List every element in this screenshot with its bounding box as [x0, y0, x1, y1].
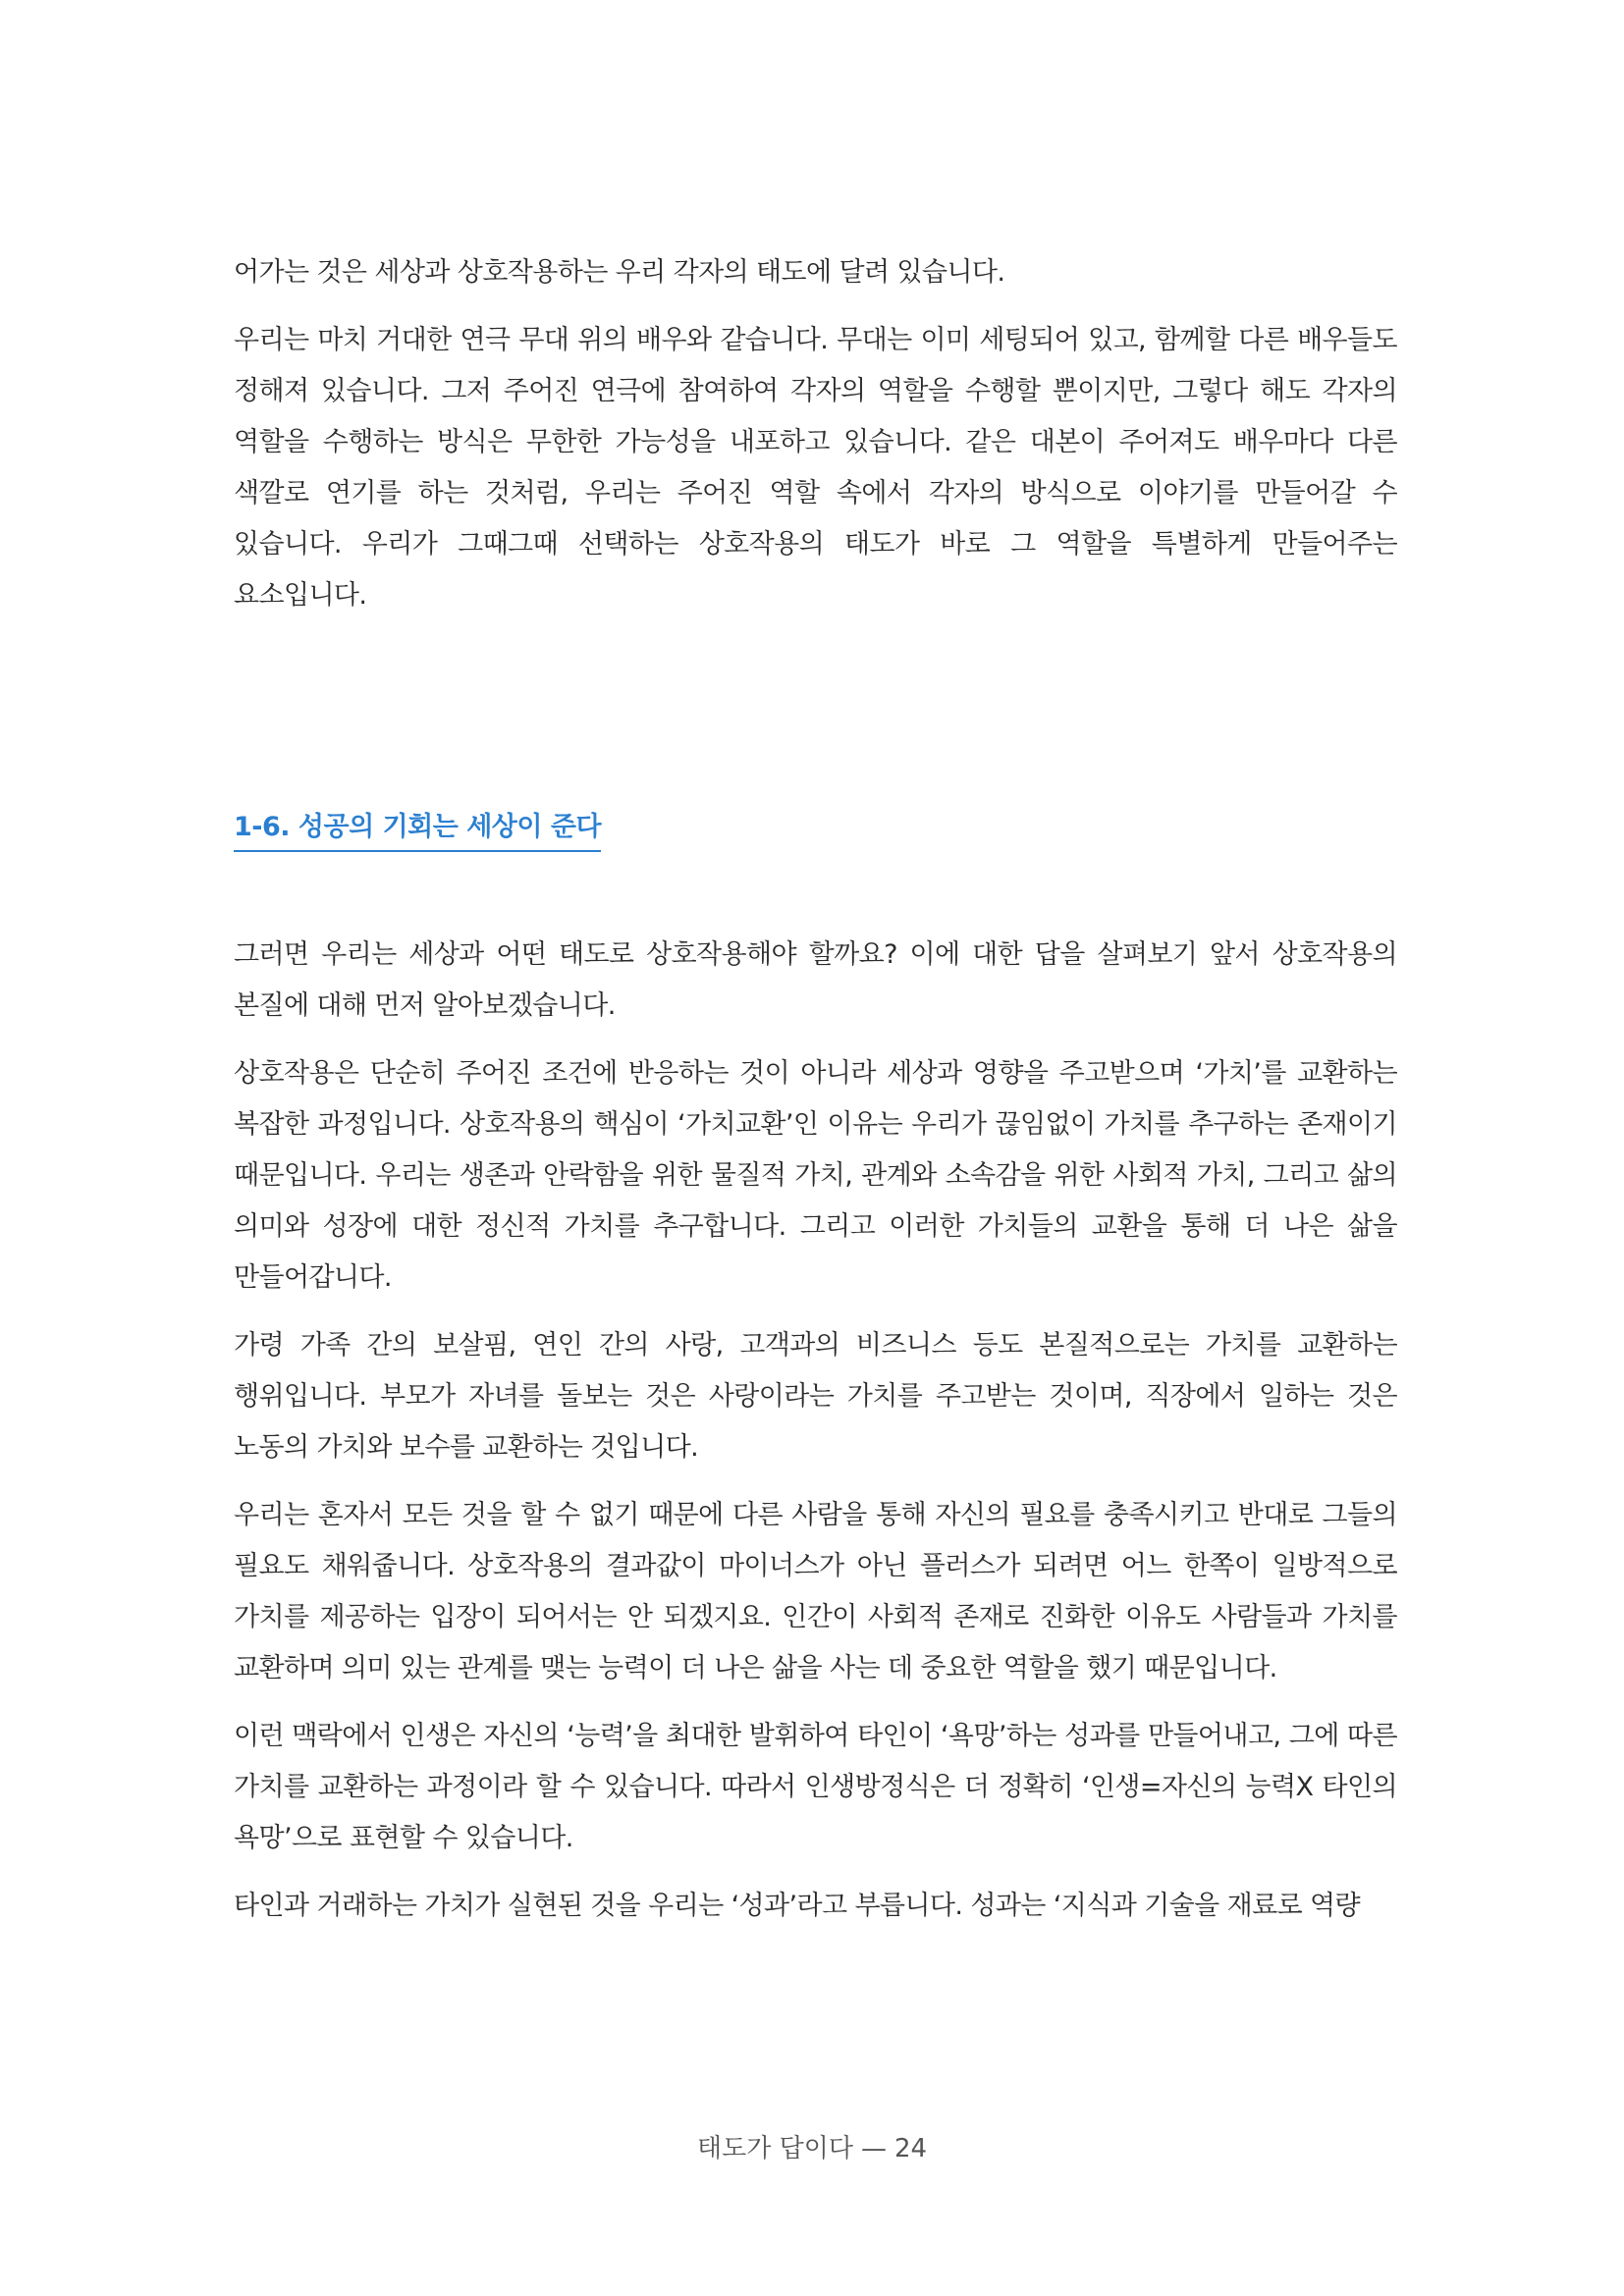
top-text-block [234, 247, 1397, 621]
paragraph: 어가는 것은 세상과 상호작용하는 우리 각자의 태도에 달려 있습니다. [234, 257, 1005, 288]
paragraph: 그러면 우리는 세상과 어떤 태도로 상호작용해야 할까요? 이에 대한 답을 살펴보기 앞서 상호작용의 본질에 대해 먼저 알아보겠습니다. [234, 939, 1397, 1021]
paragraph: 이런 맥락에서 인생은 자신의 ‘능력’을 최대한 발휘하여 타인이 ‘욕망’하는 성과를 만들어내고, 그에 따른 가치를 교환하는 과정이라 할 수 있습니다. 따라서 인생방정식은 더 정확히 ‘인생=자신의 능력X 타인의 욕망’으로 표현할 수 있습니다. [234, 1721, 1397, 1853]
section-heading: 1-6. 성공의 기회는 세상이 준다 [234, 808, 601, 852]
page-number: 24 [893, 2134, 928, 2163]
paragraph: 가령 가족 간의 보살핌, 연인 간의 사랑, 고객과의 비즈니스 등도 본질적으로는 가치를 교환하는 행위입니다. 부모가 자녀를 돌보는 것은 사랑이라는 가치를 주고받는 것이며, 직장에서 일하는 것은 노동의 가치와 보수를 교환하는 것입니다. [234, 1330, 1397, 1463]
paragraph: 우리는 혼자서 모든 것을 할 수 없기 때문에 다른 사람을 통해 자신의 필요를 충족시키고 반대로 그들의 필요도 채워줍니다. 상호작용의 결과값이 마이너스가 아닌 플러스가 되려면 어느 한쪽이 일방적으로 가치를 제공하는 입장이 되어서는 안 되겠지요. 인간이 사회적 존재로 진화한 이유도 사람들과 가치를 교환하며 의미 있는 관계를 맺는 능력이 더 나은 삶을 사는 데 중요한 역할을 했기 때문입니다. [234, 1500, 1397, 1683]
footer-separator: — [860, 2134, 887, 2163]
paragraph: 상호작용은 단순히 주어진 조건에 반응하는 것이 아니라 세상과 영향을 주고받으며 ‘가치’를 교환하는 복잡한 과정입니다. 상호작용의 핵심이 ‘가치교환’인 이유는 우리가 끊임없이 가치를 추구하는 존재이기 때문입니다. 우리는 생존과 안락함을 위한 물질적 가치, 관계와 소속감을 위한 사회적 가치, 그리고 삶의 의미와 성장에 대한 정신적 가치를 추구합니다. 그리고 이러한 가치들의 교환을 통해 더 나은 삶을 만들어갑니다. [234, 1058, 1397, 1293]
paragraph: 타인과 거래하는 가치가 실현된 것을 우리는 ‘성과’라고 부릅니다. 성과는 ‘지식과 기술을 재료로 역량 [234, 1891, 1360, 1921]
footer-book-title: 태도가 답이다 [696, 2134, 853, 2163]
page-footer [0, 2132, 1624, 2165]
paragraph: 우리는 마치 거대한 연극 무대 위의 배우와 같습니다. 무대는 이미 세팅되어 있고, 함께할 다른 배우들도 정해져 있습니다. 그저 주어진 연극에 참여하여 각자의 역할을 수행할 뿐이지만, 그렇다 해도 각자의 역할을 수행하는 방식은 무한한 가능성을 내포하고 있습니다. 같은 대본이 주어져도 배우마다 다른 색깔로 연기를 하는 것처럼, 우리는 주어진 역할 속에서 각자의 방식으로 이야기를 만들어갈 수 있습니다. 우리가 그때그때 선택하는 상호작용의 태도가 바로 그 역할을 특별하게 만들어주는 요소입니다. [234, 325, 1397, 611]
section-text-block [234, 930, 1397, 1932]
